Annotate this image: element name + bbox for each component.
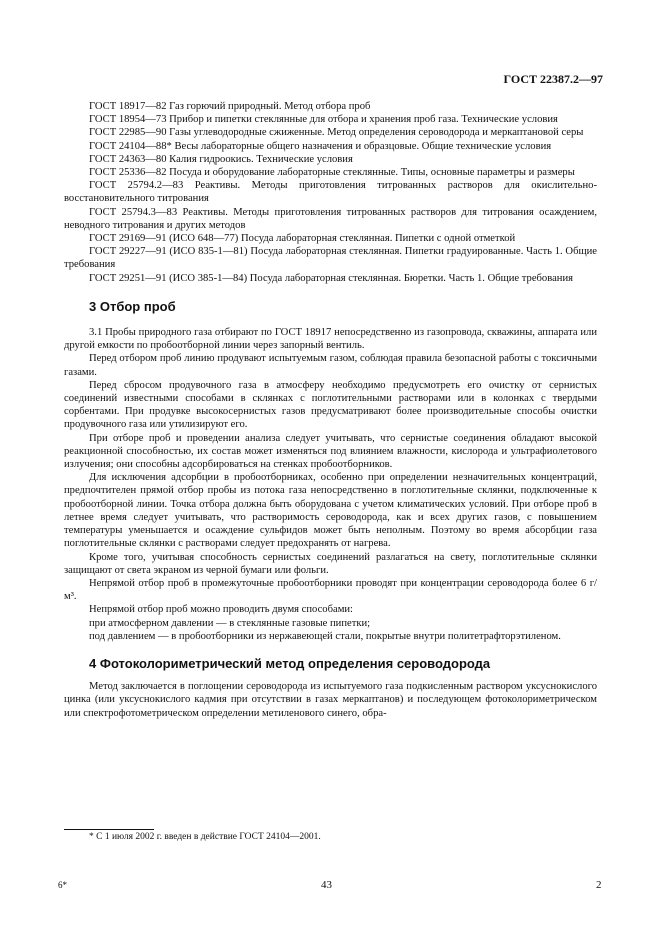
paragraph: Перед отбором проб линию продувают испытуемым газом, соблюдая правила безопасной работы с токсичными газами. xyxy=(64,353,597,378)
reference-item: ГОСТ 29169—91 (ИСО 648—77) Посуда лабораторная стеклянная. Пипетки с одной отметкой xyxy=(89,233,516,245)
references-list xyxy=(64,100,597,285)
reference-item: ГОСТ 18954—73 Прибор и пипетки стеклянные для отбора и хранения проб газа. Технические условия xyxy=(89,114,558,126)
footer-right-number: 2 xyxy=(596,879,602,891)
reference-item: ГОСТ 29251—91 (ИСО 385-1—84) Посуда лабораторная стеклянная. Бюретки. Часть 1. Общие требования xyxy=(89,272,574,284)
reference-item: ГОСТ 25794.3—83 Реактивы. Методы приготовления титрованных растворов для титрования осаждением, неводного титрования и других методов xyxy=(64,206,597,231)
reference-item: ГОСТ 18917—82 Газ горючий природный. Метод отбора проб xyxy=(89,101,371,112)
section-4-body xyxy=(64,680,597,720)
paragraph: 3.1 Пробы природного газа отбирают по ГОСТ 18917 непосредственно из газопровода, скважины, аппарата или другой емкости по пробоотборной линии через запорный вентиль. xyxy=(64,327,597,352)
section-3-title: 3 Отбор проб xyxy=(89,298,176,314)
footnote-rule xyxy=(64,829,154,830)
paragraph: Перед сбросом продувочного газа в атмосферу необходимо предусмотреть его очистку от сернистых соединений известными способами в склянках с поглотительными растворами или в колонках с твердыми сорбентами. При продувке высокосернистых газов предусматривают более производительные способы очистки продувочного газа или утилизируют его. xyxy=(64,379,597,431)
reference-item: ГОСТ 25794.2—83 Реактивы. Методы приготовления титрованных растворов для окислительно-восстановительного титрования xyxy=(64,180,597,205)
reference-item: ГОСТ 25336—82 Посуда и оборудование лабораторные стеклянные. Типы, основные параметры и размеры xyxy=(89,167,575,179)
paragraph: под давлением — в пробоотборники из нержавеющей стали, покрытые внутри политетрафторэтиленом. xyxy=(89,630,561,642)
paragraph: Непрямой отбор проб можно проводить двумя способами: xyxy=(89,604,354,616)
paragraph: при атмосферном давлении — в стеклянные газовые пипетки; xyxy=(89,617,371,629)
section-4-title: 4 Фотоколориметрический метод определения сероводорода xyxy=(89,655,491,671)
paragraph: Для исключения адсорбции в пробоотборниках, особенно при определении незначительных концентраций, предпочтителен прямой отбор пробы из потока газа непосредственно в поглотительные склянки, подключенные к пробоотборной линии. Точка отбора должна быть оборудована с учетом климатических условий. При отборе проб в летнее время следует учитывать, что растворимость сероводорода, как и всех других газов, с повышением температуры уменьшается и осаждение сульфидов может быть неполным. Поэтому во время абсорбции газа поглотительные склянки с растворами следует предохранять от нагрева. xyxy=(64,472,597,550)
reference-item: ГОСТ 24104—88* Весы лабораторные общего назначения и образцовые. Общие технические условия xyxy=(89,140,552,152)
page-number: 43 xyxy=(321,879,332,891)
reference-item: ГОСТ 24363—80 Калия гидроокись. Технические условия xyxy=(89,153,353,165)
reference-item: ГОСТ 29227—91 (ИСО 835-1—81) Посуда лабораторная стеклянная. Пипетки градуированные. Часть 1. Общие требования xyxy=(64,246,597,271)
footnote: * С 1 июля 2002 г. введен в действие ГОСТ 24104—2001. xyxy=(89,832,321,842)
footer-sheet-mark: 6* xyxy=(58,880,67,890)
paragraph: Кроме того, учитывая способность сернистых соединений разлагаться на свету, поглотительные склянки защищают от света экраном из черной бумаги или фольги. xyxy=(64,551,597,576)
page-content xyxy=(64,100,597,720)
document-header-id: ГОСТ 22387.2—97 xyxy=(503,72,603,86)
reference-item: ГОСТ 22985—90 Газы углеводородные сжиженные. Метод определения сероводорода и меркаптановой серы xyxy=(89,127,584,139)
paragraph: При отборе проб и проведении анализа следует учитывать, что сернистые соединения обладают высокой реакционной способностью, их состав может изменяться под влиянием влажности, кислорода и ультрафиолетового излучения; они способны адсорбироваться на стенках пробоотборников. xyxy=(64,432,597,471)
paragraph: Метод заключается в поглощении сероводорода из испытуемого газа подкисленным раствором уксуснокислого цинка (или уксуснокислого кадмия при отсутствии в газах меркаптанов) и последующем фотоколориметрическом или спектрофотометрическом определении метиленового синего, обра- xyxy=(64,681,597,719)
paragraph: Непрямой отбор проб в промежуточные пробоотборники проводят при концентрации сероводорода более 6 г/м³. xyxy=(64,577,597,603)
section-3-body xyxy=(64,326,597,643)
